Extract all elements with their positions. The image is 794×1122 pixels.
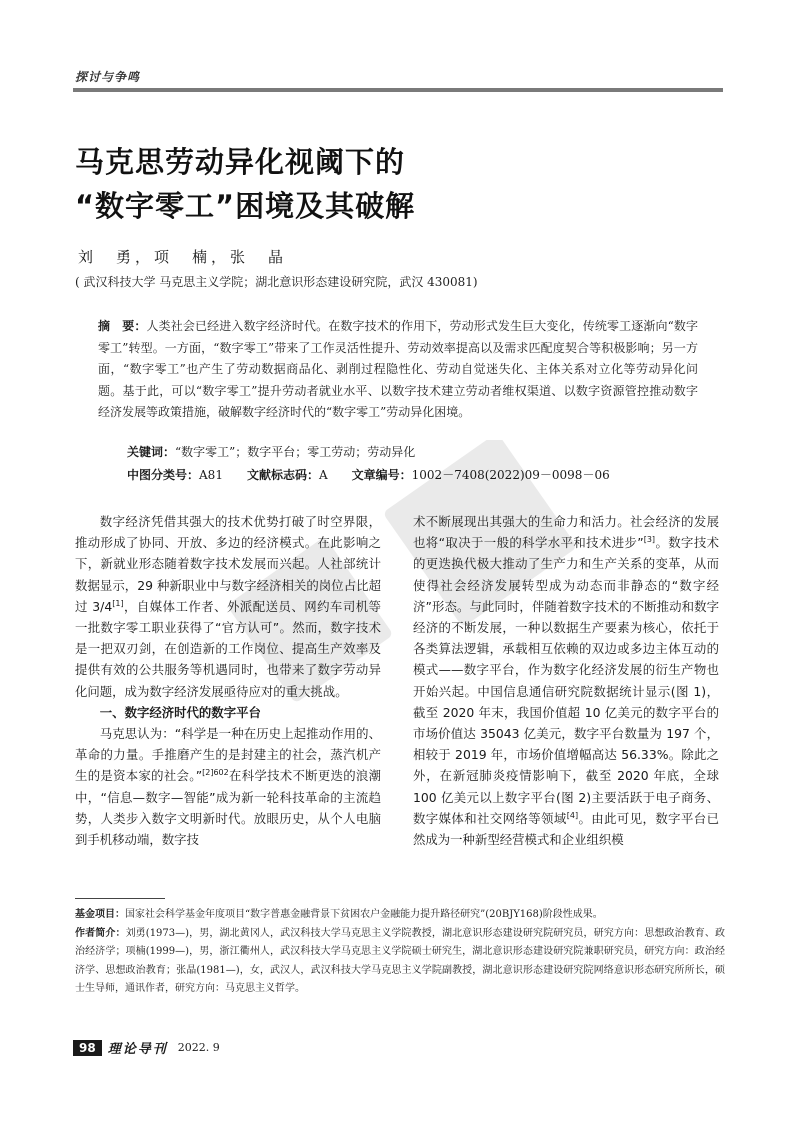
keywords-label: 关键词： xyxy=(127,445,176,459)
keywords xyxy=(127,443,415,460)
citation: [2]602 xyxy=(202,768,229,778)
issue-date: 2022. 9 xyxy=(177,1041,220,1054)
title-line-2: “数字零工”困境及其破解 xyxy=(75,189,416,223)
citation: [1] xyxy=(112,598,124,608)
fund-note: 基金项目：国家社会科学基金年度项目“数字普惠金融背景下贫困农户金融能力提升路径研究”(20BJY168)阶段性成果。 xyxy=(75,909,603,920)
affiliation: ( 武汉科技大学 马克思主义学院；湖北意识形态建设研究院，武汉 430081) xyxy=(75,275,478,289)
abstract-label: 摘 要： xyxy=(98,319,147,333)
abstract xyxy=(98,316,698,424)
clc-label: 中图分类号： xyxy=(127,468,200,482)
doc-code-value: A xyxy=(318,468,328,482)
paragraph: 马克思认为：“科学是一种在历史上起推动作用的、革命的力量。手推磨产生的是封建主的社会，蒸汽机产生的是资本家的社会。”$^{[2]602}$在科学技术不断更迭的浪潮中，“信息—数字—智能”成为新一轮科技革命的主流趋势，人类步入数字文明新时代。放眼历史，从个人电脑到手机移动端，数字技 xyxy=(75,726,381,848)
body-column-right xyxy=(413,511,719,850)
footnotes xyxy=(75,906,725,999)
keywords-text: “数字零工”；数字平台；零工劳动；劳动异化 xyxy=(175,445,416,459)
citation: [4] xyxy=(566,810,579,820)
citation: [3] xyxy=(643,535,656,545)
classification-meta xyxy=(127,466,610,483)
title-line-1: 马克思劳动异化视阈下的 xyxy=(75,145,406,179)
section-tag: 探讨与争鸣 xyxy=(75,70,141,84)
top-rule xyxy=(73,88,723,92)
journal-name: 理论导刊 xyxy=(107,1042,168,1057)
paragraph: 数字经济凭借其强大的技术优势打破了时空界限，推动形成了协同、开放、多边的经济模式。在此影响之下，新就业形态随着数字技术发展而兴起。人社部统计数据显示，29 种新职业中与数字经济相关的岗位占比超过 3/4[1]，自媒体工作者、外派配送员、网约车司机等一批数字零工职业获得了“官方认可”。然而，数字技术是一把双刃剑，在创造新的工作岗位、提高生产效率及提供有效的公共服务等机遇同时，也带来了数字劳动异化问题，成为数字经济发展亟待应对的重大挑战。 xyxy=(75,514,381,699)
article-title xyxy=(75,140,725,228)
abstract-text: 人类社会已经进入数字经济时代。在数字技术的作用下，劳动形式发生巨大变化，传统零工逐渐向“数字零工”转型。一方面，“数字零工”带来了工作灵活性提升、劳动效率提高以及需求匹配度契合等积极影响；另一方面，“数字零工”也产生了劳动数据商品化、剥削过程隐性化、劳动自觉迷失化、主体关系对立化等劳动异化问题。基于此，可以“数字零工”提升劳动者就业水平、以数字技术建立劳动者维权渠道、以数字资源管控推动数字经济发展等政策措施，破解数字经济时代的“数字零工”劳动异化困境。 xyxy=(98,319,698,419)
page-footer xyxy=(73,1038,220,1057)
author-note: 作者简介：刘勇(1973—)，男，湖北黄冈人，武汉科技大学马克思主义学院教授，湖北意识形态建设研究院研究员，研究方向：思想政治教育、政治经济学；项楠(1999—)，男，浙江衢州人，武汉科技大学马克思主义学院硕士研究生，湖北意识形态建设研究院兼职研究员，研究方向：政治经济学、思想政治教育；张晶(1981—)，女，武汉人，武汉科技大学马克思主义学院副教授，湖北意识形态建设研究院网络意识形态研究所所长，硕士生导师，通讯作者，研究方向：马克思主义哲学。 xyxy=(75,927,725,994)
doc-code-label: 文献标志码： xyxy=(246,468,319,482)
authors: 刘 勇，项 楠，张 晶 xyxy=(78,248,288,266)
section-heading: 一、数字经济时代的数字平台 xyxy=(99,704,261,720)
article-no-label: 文章编号： xyxy=(351,468,412,482)
paragraph: 术不断展现出其强大的生命力和活力。社会经济的发展也将“取决于一般的科学水平和技术进步”[3]。数字技术的更迭换代极大推动了生产力和生产关系的变革，从而使得社会经济发展转型成为动态而非静态的“数字经济”形态。与此同时，伴随着数字技术的不断推动和数字经济的不断发展，一种以数据生产要素为核心，依托于各类算法逻辑，承载相互依赖的双边或多边主体互动的模式——数字平台，作为数字化经济发展的衍生产物也开始兴起。中国信息通信研究院数据统计显示(图 1)，截至 2020 年末，我国价值超 10 亿美元的数字平台的市场价值达 35043 亿美元，数字平台数量为 197 个，相较于 2019 年，市场价值增幅高达 56.33%。除此之外，在新冠肺炎疫情影响下，截至 2020 年底，全球 100 亿美元以上数字平台(图 2)主要活跃于电子商务、数字媒体和社交网络等领域[4]。由此可见，数字平台已然成为一种新型经营模式和企业组织模 xyxy=(413,514,720,848)
clc-value: A81 xyxy=(199,468,223,482)
page-number: 98 xyxy=(73,1040,102,1056)
body-column-left xyxy=(75,511,381,850)
footnote-rule xyxy=(75,898,165,899)
article-no-value: 1002－7408(2022)09－0098－06 xyxy=(411,468,610,482)
